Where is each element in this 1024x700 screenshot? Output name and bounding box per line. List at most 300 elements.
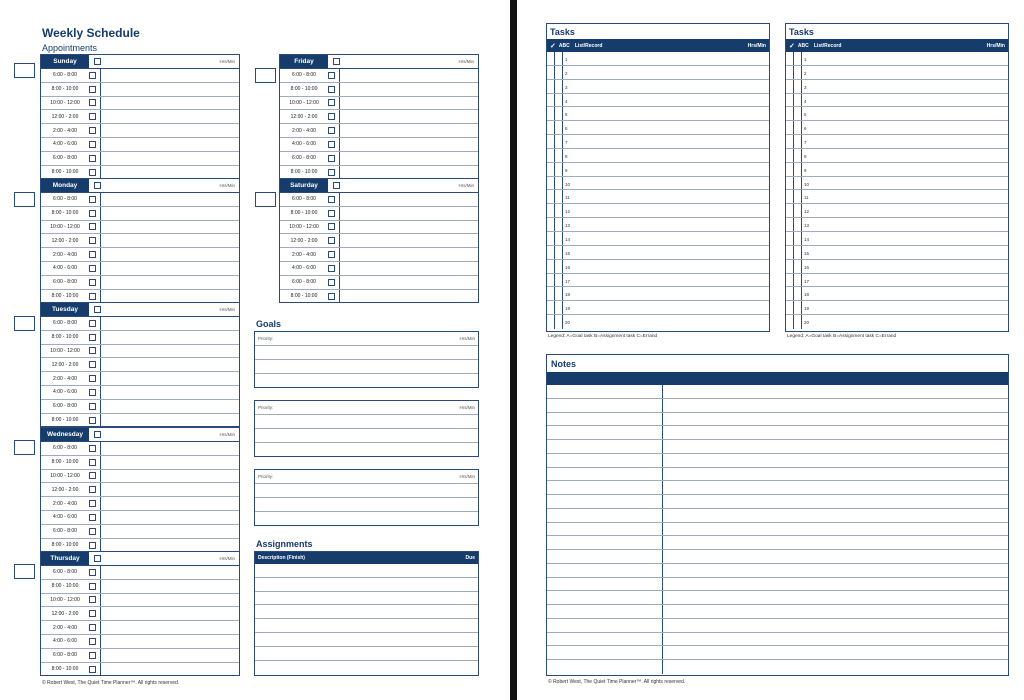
checkbox-icon[interactable]: [89, 403, 96, 410]
task-row[interactable]: [786, 260, 1008, 274]
checkbox-icon[interactable]: [89, 279, 96, 286]
time-slot[interactable]: [280, 207, 478, 221]
task-row[interactable]: [786, 190, 1008, 204]
time-slot[interactable]: [41, 248, 239, 262]
slot-entry[interactable]: [100, 594, 239, 607]
task-row[interactable]: [547, 218, 769, 232]
time-slot[interactable]: [41, 331, 239, 345]
goal-line[interactable]: [255, 429, 478, 443]
notes-row[interactable]: [547, 426, 1008, 440]
task-priority-cell[interactable]: [555, 274, 563, 287]
task-check-cell[interactable]: [547, 315, 555, 329]
checkbox-icon[interactable]: [89, 610, 96, 617]
notes-left-cell[interactable]: [547, 468, 663, 481]
checkbox-icon[interactable]: [328, 113, 335, 120]
checkbox-icon[interactable]: [89, 320, 96, 327]
notes-left-cell[interactable]: [547, 481, 663, 494]
task-check-cell[interactable]: [786, 107, 794, 120]
notes-left-cell[interactable]: [547, 633, 663, 646]
notes-left-cell[interactable]: [547, 605, 663, 618]
time-slot[interactable]: [280, 248, 478, 262]
task-row[interactable]: [547, 66, 769, 80]
task-priority-cell[interactable]: [794, 121, 802, 134]
slot-entry[interactable]: [100, 483, 239, 496]
checkbox-icon[interactable]: [89, 155, 96, 162]
checkbox-icon[interactable]: [89, 113, 96, 120]
task-row[interactable]: [786, 52, 1008, 66]
notes-row[interactable]: [547, 605, 1008, 619]
task-priority-cell[interactable]: [555, 246, 563, 259]
time-slot[interactable]: [41, 414, 239, 428]
time-slot[interactable]: [280, 110, 478, 124]
task-priority-cell[interactable]: [555, 232, 563, 245]
notes-left-cell[interactable]: [547, 509, 663, 522]
checkbox-icon[interactable]: [328, 279, 335, 286]
task-priority-cell[interactable]: [555, 80, 563, 93]
slot-entry[interactable]: [100, 138, 239, 151]
goal-line[interactable]: [255, 415, 478, 429]
task-check-cell[interactable]: [786, 149, 794, 162]
task-row[interactable]: [547, 135, 769, 149]
task-priority-cell[interactable]: [555, 107, 563, 120]
task-priority-cell[interactable]: [555, 287, 563, 300]
task-priority-cell[interactable]: [794, 218, 802, 231]
time-slot[interactable]: [41, 511, 239, 525]
slot-entry[interactable]: [100, 580, 239, 593]
notes-row[interactable]: [547, 481, 1008, 495]
task-priority-cell[interactable]: [794, 177, 802, 190]
task-priority-cell[interactable]: [555, 94, 563, 107]
slot-entry[interactable]: [100, 248, 239, 261]
goal-line[interactable]: [255, 374, 478, 388]
task-priority-cell[interactable]: [555, 149, 563, 162]
checkbox-icon[interactable]: [328, 210, 335, 217]
checkbox-icon[interactable]: [333, 182, 340, 189]
checkbox-icon[interactable]: [89, 542, 96, 549]
task-check-cell[interactable]: [547, 52, 555, 65]
checkbox-icon[interactable]: [328, 141, 335, 148]
goal-line[interactable]: [255, 443, 478, 457]
task-check-cell[interactable]: [786, 204, 794, 217]
checkbox-icon[interactable]: [89, 514, 96, 521]
slot-entry[interactable]: [339, 234, 478, 247]
checkbox-icon[interactable]: [89, 347, 96, 354]
checkbox-icon[interactable]: [89, 127, 96, 134]
slot-entry[interactable]: [339, 221, 478, 234]
time-slot[interactable]: [41, 607, 239, 621]
task-check-cell[interactable]: [786, 80, 794, 93]
task-check-cell[interactable]: [547, 301, 555, 314]
notes-left-cell[interactable]: [547, 426, 663, 439]
task-priority-cell[interactable]: [794, 301, 802, 314]
notes-left-cell[interactable]: [547, 578, 663, 591]
time-slot[interactable]: [280, 193, 478, 207]
slot-entry[interactable]: [100, 635, 239, 648]
task-priority-cell[interactable]: [794, 190, 802, 203]
checkbox-icon[interactable]: [89, 666, 96, 673]
slot-entry[interactable]: [100, 621, 239, 634]
time-slot[interactable]: [280, 138, 478, 152]
task-check-cell[interactable]: [786, 52, 794, 65]
time-slot[interactable]: [41, 221, 239, 235]
slot-entry[interactable]: [339, 276, 478, 289]
notes-row[interactable]: [547, 399, 1008, 413]
slot-entry[interactable]: [100, 607, 239, 620]
task-priority-cell[interactable]: [555, 52, 563, 65]
time-slot[interactable]: [41, 276, 239, 290]
task-priority-cell[interactable]: [555, 190, 563, 203]
slot-entry[interactable]: [100, 400, 239, 413]
notes-left-cell[interactable]: [547, 440, 663, 453]
task-priority-cell[interactable]: [555, 163, 563, 176]
slot-entry[interactable]: [100, 386, 239, 399]
slot-entry[interactable]: [100, 470, 239, 483]
task-check-cell[interactable]: [786, 66, 794, 79]
time-slot[interactable]: [41, 566, 239, 580]
checkbox-icon[interactable]: [89, 265, 96, 272]
slot-entry[interactable]: [100, 234, 239, 247]
task-check-cell[interactable]: [786, 190, 794, 203]
slot-entry[interactable]: [100, 358, 239, 371]
task-check-cell[interactable]: [786, 135, 794, 148]
time-slot[interactable]: [41, 207, 239, 221]
task-priority-cell[interactable]: [555, 204, 563, 217]
checkbox-icon[interactable]: [89, 72, 96, 79]
slot-entry[interactable]: [100, 317, 239, 330]
slot-entry[interactable]: [100, 331, 239, 344]
time-slot[interactable]: [41, 525, 239, 539]
time-slot[interactable]: [41, 83, 239, 97]
task-check-cell[interactable]: [547, 218, 555, 231]
task-check-cell[interactable]: [547, 177, 555, 190]
task-row[interactable]: [547, 52, 769, 66]
notes-left-cell[interactable]: [547, 564, 663, 577]
checkbox-icon[interactable]: [89, 251, 96, 258]
task-row[interactable]: [547, 204, 769, 218]
notes-row[interactable]: [547, 536, 1008, 550]
time-slot[interactable]: [41, 400, 239, 414]
slot-entry[interactable]: [100, 456, 239, 469]
task-check-cell[interactable]: [786, 163, 794, 176]
checkbox-icon[interactable]: [89, 652, 96, 659]
checkbox-icon[interactable]: [328, 127, 335, 134]
goal-line[interactable]: [255, 498, 478, 512]
task-row[interactable]: [786, 204, 1008, 218]
task-priority-cell[interactable]: [555, 301, 563, 314]
task-priority-cell[interactable]: [794, 232, 802, 245]
checkbox-icon[interactable]: [94, 431, 101, 438]
slot-entry[interactable]: [339, 69, 478, 82]
checkbox-icon[interactable]: [328, 293, 335, 300]
notes-left-cell[interactable]: [547, 385, 663, 398]
time-slot[interactable]: [280, 290, 478, 304]
time-slot[interactable]: [280, 97, 478, 111]
task-row[interactable]: [786, 66, 1008, 80]
day-checkbox-6[interactable]: [255, 192, 276, 207]
checkbox-icon[interactable]: [89, 569, 96, 576]
slot-entry[interactable]: [100, 262, 239, 275]
day-checkbox-4[interactable]: [14, 564, 35, 579]
task-check-cell[interactable]: [786, 94, 794, 107]
time-slot[interactable]: [41, 124, 239, 138]
task-row[interactable]: [786, 163, 1008, 177]
day-checkbox-0[interactable]: [14, 63, 35, 78]
goal-line[interactable]: [255, 484, 478, 498]
task-row[interactable]: [547, 260, 769, 274]
task-row[interactable]: [786, 301, 1008, 315]
time-slot[interactable]: [41, 442, 239, 456]
task-check-cell[interactable]: [547, 274, 555, 287]
notes-row[interactable]: [547, 619, 1008, 633]
task-priority-cell[interactable]: [794, 52, 802, 65]
assignment-row[interactable]: [255, 661, 478, 675]
time-slot[interactable]: [41, 497, 239, 511]
assignment-row[interactable]: [255, 592, 478, 606]
slot-entry[interactable]: [100, 372, 239, 385]
slot-entry[interactable]: [100, 152, 239, 165]
time-slot[interactable]: [41, 69, 239, 83]
checkbox-icon[interactable]: [89, 486, 96, 493]
notes-row[interactable]: [547, 523, 1008, 537]
assignment-row[interactable]: [255, 605, 478, 619]
notes-row[interactable]: [547, 633, 1008, 647]
slot-entry[interactable]: [100, 511, 239, 524]
checkbox-icon[interactable]: [94, 58, 101, 65]
task-check-cell[interactable]: [547, 66, 555, 79]
notes-row[interactable]: [547, 495, 1008, 509]
task-row[interactable]: [547, 163, 769, 177]
slot-entry[interactable]: [100, 221, 239, 234]
task-check-cell[interactable]: [547, 163, 555, 176]
checkbox-icon[interactable]: [89, 141, 96, 148]
slot-entry[interactable]: [339, 262, 478, 275]
task-priority-cell[interactable]: [794, 315, 802, 329]
task-row[interactable]: [786, 315, 1008, 329]
checkbox-icon[interactable]: [89, 375, 96, 382]
assignment-row[interactable]: [255, 564, 478, 578]
task-row[interactable]: [786, 135, 1008, 149]
slot-entry[interactable]: [339, 193, 478, 206]
notes-left-cell[interactable]: [547, 399, 663, 412]
task-check-cell[interactable]: [547, 80, 555, 93]
task-priority-cell[interactable]: [794, 135, 802, 148]
checkbox-icon[interactable]: [89, 196, 96, 203]
time-slot[interactable]: [280, 234, 478, 248]
checkbox-icon[interactable]: [89, 417, 96, 424]
time-slot[interactable]: [41, 152, 239, 166]
slot-entry[interactable]: [100, 193, 239, 206]
goal-line[interactable]: [255, 346, 478, 360]
task-row[interactable]: [786, 149, 1008, 163]
slot-entry[interactable]: [100, 649, 239, 662]
assignment-row[interactable]: [255, 633, 478, 647]
time-slot[interactable]: [41, 594, 239, 608]
time-slot[interactable]: [41, 110, 239, 124]
slot-entry[interactable]: [100, 663, 239, 677]
task-row[interactable]: [547, 190, 769, 204]
task-row[interactable]: [547, 315, 769, 329]
slot-entry[interactable]: [100, 525, 239, 538]
task-priority-cell[interactable]: [555, 177, 563, 190]
task-priority-cell[interactable]: [794, 260, 802, 273]
slot-entry[interactable]: [339, 290, 478, 304]
notes-row[interactable]: [547, 660, 1008, 674]
checkbox-icon[interactable]: [89, 638, 96, 645]
task-check-cell[interactable]: [547, 287, 555, 300]
slot-entry[interactable]: [100, 83, 239, 96]
time-slot[interactable]: [41, 193, 239, 207]
task-check-cell[interactable]: [786, 121, 794, 134]
slot-entry[interactable]: [339, 83, 478, 96]
checkbox-icon[interactable]: [89, 237, 96, 244]
task-check-cell[interactable]: [786, 232, 794, 245]
notes-row[interactable]: [547, 578, 1008, 592]
time-slot[interactable]: [41, 663, 239, 677]
checkbox-icon[interactable]: [328, 251, 335, 258]
task-priority-cell[interactable]: [794, 80, 802, 93]
task-row[interactable]: [786, 107, 1008, 121]
checkbox-icon[interactable]: [328, 223, 335, 230]
task-check-cell[interactable]: [547, 94, 555, 107]
task-row[interactable]: [786, 177, 1008, 191]
goal-box[interactable]: [254, 400, 479, 457]
task-priority-cell[interactable]: [555, 218, 563, 231]
task-row[interactable]: [547, 149, 769, 163]
checkbox-icon[interactable]: [89, 472, 96, 479]
checkbox-icon[interactable]: [89, 500, 96, 507]
day-checkbox-1[interactable]: [14, 192, 35, 207]
checkbox-icon[interactable]: [89, 459, 96, 466]
time-slot[interactable]: [41, 386, 239, 400]
time-slot[interactable]: [41, 483, 239, 497]
task-priority-cell[interactable]: [794, 107, 802, 120]
checkbox-icon[interactable]: [89, 445, 96, 452]
checkbox-icon[interactable]: [89, 223, 96, 230]
task-priority-cell[interactable]: [794, 149, 802, 162]
task-check-cell[interactable]: [547, 232, 555, 245]
slot-entry[interactable]: [100, 442, 239, 455]
checkbox-icon[interactable]: [94, 182, 101, 189]
checkbox-icon[interactable]: [89, 361, 96, 368]
time-slot[interactable]: [41, 580, 239, 594]
notes-row[interactable]: [547, 646, 1008, 660]
task-priority-cell[interactable]: [794, 204, 802, 217]
task-row[interactable]: [547, 246, 769, 260]
notes-row[interactable]: [547, 440, 1008, 454]
slot-entry[interactable]: [100, 497, 239, 510]
notes-row[interactable]: [547, 550, 1008, 564]
time-slot[interactable]: [41, 372, 239, 386]
time-slot[interactable]: [41, 317, 239, 331]
task-row[interactable]: [547, 287, 769, 301]
checkbox-icon[interactable]: [328, 265, 335, 272]
notes-row[interactable]: [547, 413, 1008, 427]
slot-entry[interactable]: [100, 345, 239, 358]
task-row[interactable]: [786, 80, 1008, 94]
task-priority-cell[interactable]: [555, 315, 563, 329]
checkbox-icon[interactable]: [328, 86, 335, 93]
slot-entry[interactable]: [100, 124, 239, 137]
slot-entry[interactable]: [339, 97, 478, 110]
time-slot[interactable]: [41, 621, 239, 635]
notes-row[interactable]: [547, 454, 1008, 468]
task-priority-cell[interactable]: [794, 287, 802, 300]
notes-row[interactable]: [547, 385, 1008, 399]
time-slot[interactable]: [41, 470, 239, 484]
task-row[interactable]: [786, 287, 1008, 301]
task-row[interactable]: [786, 246, 1008, 260]
checkbox-icon[interactable]: [328, 169, 335, 176]
task-priority-cell[interactable]: [555, 260, 563, 273]
task-check-cell[interactable]: [547, 204, 555, 217]
task-row[interactable]: [547, 177, 769, 191]
task-row[interactable]: [547, 94, 769, 108]
task-priority-cell[interactable]: [794, 66, 802, 79]
notes-left-cell[interactable]: [547, 591, 663, 604]
goal-line[interactable]: [255, 512, 478, 526]
task-check-cell[interactable]: [786, 315, 794, 329]
time-slot[interactable]: [41, 635, 239, 649]
task-check-cell[interactable]: [786, 218, 794, 231]
task-row[interactable]: [786, 121, 1008, 135]
assignment-row[interactable]: [255, 578, 478, 592]
goal-box[interactable]: [254, 331, 479, 388]
notes-left-cell[interactable]: [547, 536, 663, 549]
task-priority-cell[interactable]: [794, 163, 802, 176]
checkbox-icon[interactable]: [328, 196, 335, 203]
slot-entry[interactable]: [100, 207, 239, 220]
assignment-row[interactable]: [255, 647, 478, 661]
slot-entry[interactable]: [100, 69, 239, 82]
task-row[interactable]: [547, 121, 769, 135]
task-check-cell[interactable]: [547, 149, 555, 162]
time-slot[interactable]: [41, 456, 239, 470]
notes-left-cell[interactable]: [547, 646, 663, 659]
day-checkbox-3[interactable]: [14, 440, 35, 455]
task-row[interactable]: [547, 107, 769, 121]
task-priority-cell[interactable]: [794, 246, 802, 259]
task-row[interactable]: [786, 218, 1008, 232]
checkbox-icon[interactable]: [328, 237, 335, 244]
time-slot[interactable]: [280, 124, 478, 138]
checkbox-icon[interactable]: [328, 99, 335, 106]
task-check-cell[interactable]: [547, 107, 555, 120]
notes-row[interactable]: [547, 564, 1008, 578]
slot-entry[interactable]: [339, 124, 478, 137]
notes-row[interactable]: [547, 509, 1008, 523]
assignment-row[interactable]: [255, 619, 478, 633]
checkbox-icon[interactable]: [89, 334, 96, 341]
task-row[interactable]: [547, 274, 769, 288]
checkbox-icon[interactable]: [89, 528, 96, 535]
time-slot[interactable]: [280, 69, 478, 83]
time-slot[interactable]: [41, 345, 239, 359]
task-row[interactable]: [786, 94, 1008, 108]
day-checkbox-2[interactable]: [14, 316, 35, 331]
checkbox-icon[interactable]: [89, 624, 96, 631]
slot-entry[interactable]: [100, 97, 239, 110]
task-priority-cell[interactable]: [555, 135, 563, 148]
checkbox-icon[interactable]: [89, 169, 96, 176]
checkbox-icon[interactable]: [328, 72, 335, 79]
slot-entry[interactable]: [339, 138, 478, 151]
slot-entry[interactable]: [100, 414, 239, 428]
notes-left-cell[interactable]: [547, 550, 663, 563]
checkbox-icon[interactable]: [333, 58, 340, 65]
time-slot[interactable]: [41, 358, 239, 372]
time-slot[interactable]: [41, 649, 239, 663]
task-check-cell[interactable]: [786, 177, 794, 190]
